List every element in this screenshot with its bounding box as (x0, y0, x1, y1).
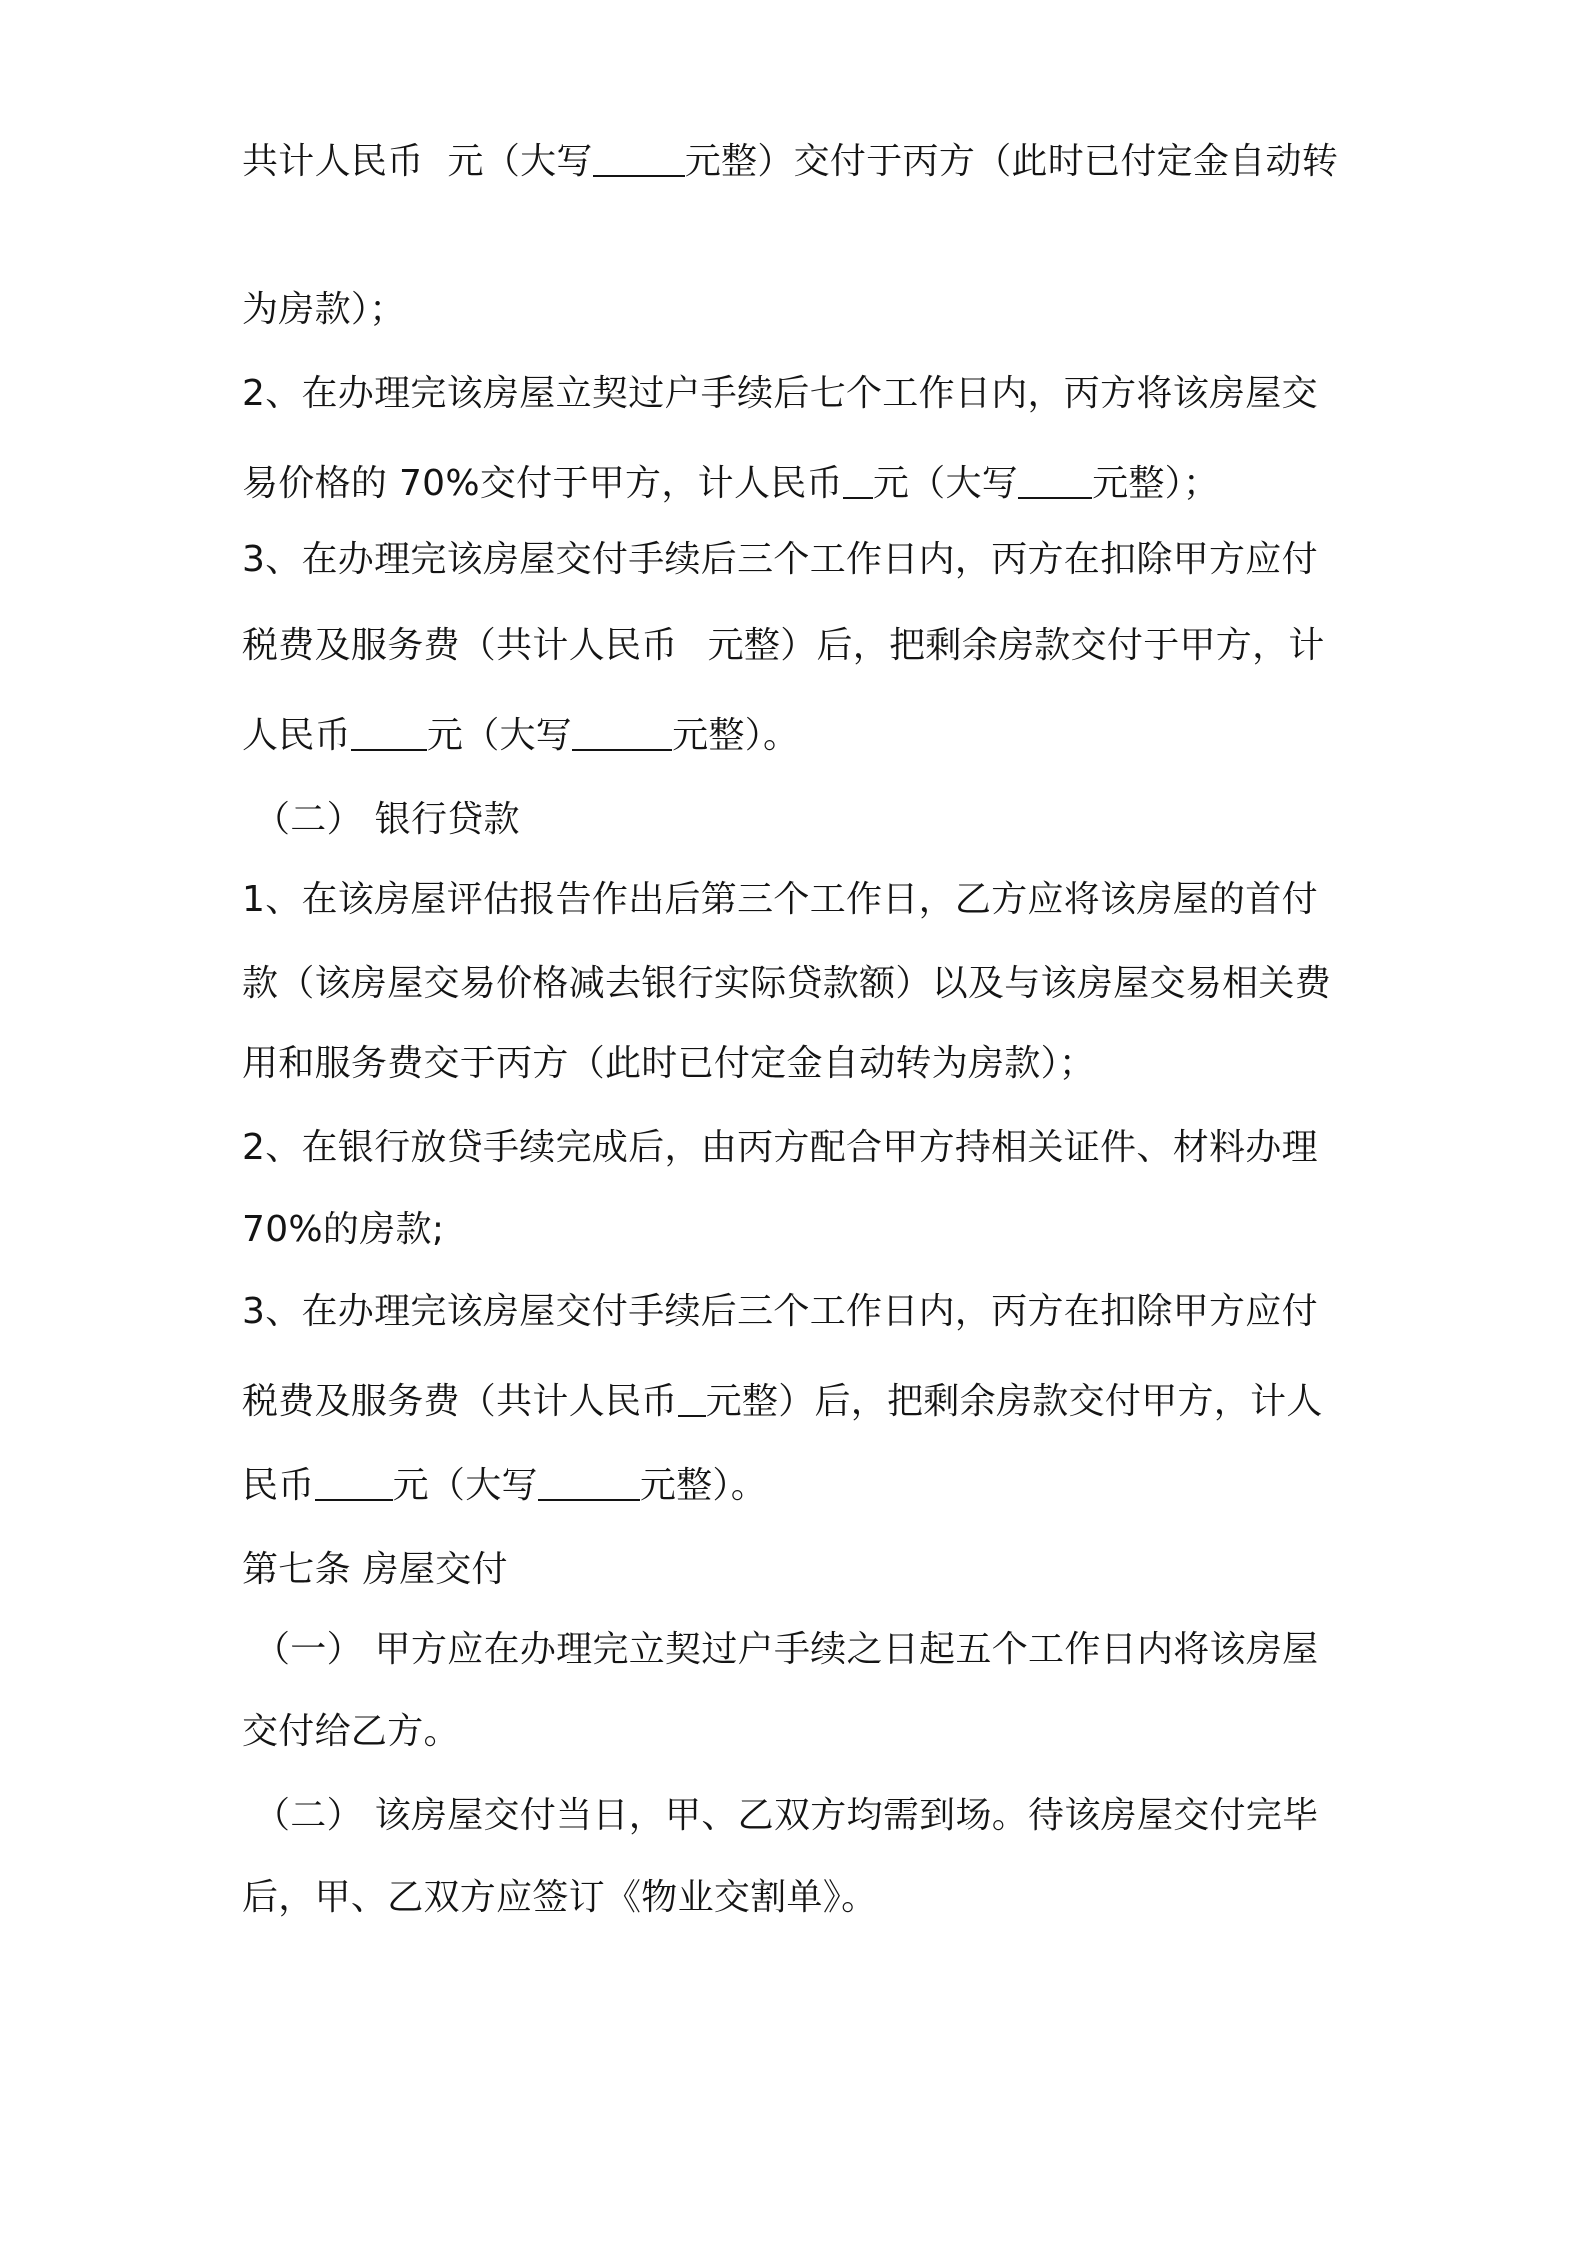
text-run: 税费及服务费（共计人民币 (242, 1381, 678, 1422)
text-run: 共计人民币 (242, 141, 424, 182)
text-run: 税费及服务费（共计人民币 (242, 625, 678, 666)
paragraph-line: 3、在办理完该房屋交付手续后三个工作日内，丙方在扣除甲方应付 (242, 539, 1318, 580)
fill-in-blank (572, 715, 672, 751)
paragraph-line (242, 1462, 767, 1510)
text-run: 元（大写 (447, 141, 593, 182)
paragraph-line (242, 622, 1325, 670)
paragraph-line: 1、在该房屋评估报告作出后第三个工作日，乙方应将该房屋的首付 (242, 879, 1318, 920)
text-run: 元（大写 (392, 1465, 538, 1506)
paragraph-line: 2、在银行放贷手续完成后，由丙方配合甲方持相关证件、材料办理 (242, 1127, 1318, 1168)
fill-in-blank (315, 1465, 393, 1501)
fill-in-blank (678, 1381, 706, 1417)
fill-in-blank (538, 1465, 640, 1501)
paragraph-line (242, 460, 1219, 508)
text-run: 元（大写 (426, 715, 573, 756)
paragraph-line (242, 138, 1338, 186)
paragraph-line: 交付给乙方。 (242, 1711, 460, 1752)
paragraph-line (242, 1378, 1323, 1426)
paragraph-line: 3、在办理完该房屋交付手续后三个工作日内，丙方在扣除甲方应付 (242, 1291, 1318, 1332)
text-run: 元（大写 (872, 463, 1019, 504)
article-heading: 第七条 房屋交付 (242, 1549, 508, 1590)
paragraph-line: 为房款）； (242, 289, 406, 330)
fill-in-blank (351, 715, 427, 751)
text-run: 民币 (242, 1465, 315, 1506)
text-run: 元整）交付于丙方（此时已付定金自动转 (684, 141, 1339, 182)
paragraph-line: 款（该房屋交易价格减去银行实际贷款额）以及与该房屋交易相关费 (242, 963, 1332, 1004)
text-run: 元整）。 (672, 715, 800, 756)
paragraph-line: 用和服务费交于丙方（此时已付定金自动转为房款）； (242, 1043, 1096, 1084)
text-run: 元整）后，把剩余房款交付于甲方，计 (707, 625, 1325, 666)
text-run: 易价格的 70%交付于甲方，计人民币 (242, 463, 843, 504)
paragraph-line: 70%的房款; (242, 1209, 445, 1250)
paragraph-line: （二） 该房屋交付当日，甲、乙双方均需到场。待该房屋交付完毕 (254, 1795, 1319, 1836)
fill-in-blank (843, 463, 873, 499)
text-run: 元整）。 (639, 1465, 768, 1506)
text-run: 人民币 (242, 715, 351, 756)
section-heading: （二） 银行贷款 (254, 799, 520, 840)
fill-in-blank (593, 141, 685, 177)
paragraph-line: 后，甲、乙双方应签订《物业交割单》。 (242, 1877, 878, 1918)
paragraph-line: （一） 甲方应在办理完立契过户手续之日起五个工作日内将该房屋 (254, 1629, 1319, 1670)
text-run: 元整）； (1092, 463, 1220, 504)
paragraph-line: 2、在办理完该房屋立契过户手续后七个工作日内，丙方将该房屋交 (242, 373, 1318, 414)
paragraph-line (242, 712, 799, 760)
text-run: 元整）后，把剩余房款交付甲方，计人 (705, 1381, 1323, 1422)
fill-in-blank (1018, 463, 1092, 499)
